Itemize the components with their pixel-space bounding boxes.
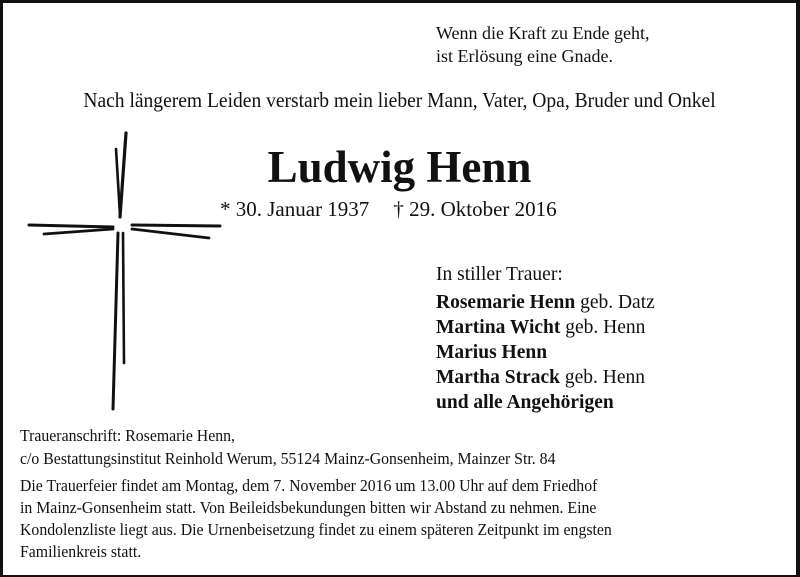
cross-icon	[27, 127, 223, 413]
mourner-name: Martha Strack	[436, 367, 561, 388]
ceremony-line: Familienkreis statt.	[20, 542, 142, 561]
intro-text: Nach längerem Leiden verstarb mein lieber Mann, Vater, Opa, Bruder und Onkel	[83, 88, 716, 112]
address-line: Traueranschrift: Rosemarie Henn,	[20, 426, 235, 445]
ceremony-line: Die Trauerfeier findet am Montag, dem 7. November 2016 um 13.00 Uhr auf dem Friedhof	[20, 476, 598, 495]
mourners-list	[436, 262, 655, 415]
mourner-entry	[436, 340, 655, 365]
motto-line: ist Erlösung eine Gnade.	[436, 46, 613, 66]
motto-quote	[436, 22, 649, 68]
mourner-name: Martina Wicht	[436, 317, 561, 338]
motto-line: Wenn die Kraft zu Ende geht,	[436, 23, 650, 43]
life-dates	[220, 196, 557, 222]
mourner-name: Marius Henn	[436, 342, 548, 363]
mourner-note: geb. Datz	[575, 292, 655, 313]
mourner-note: geb. Henn	[560, 367, 646, 388]
mourner-entry	[436, 365, 655, 390]
mourners-heading: In stiller Trauer:	[436, 264, 563, 285]
mourner-name: Rosemarie Henn	[436, 292, 576, 313]
ceremony-line: Kondolenzliste liegt aus. Die Urnenbeisetzung findet zu einem späteren Zeitpunkt im engsten	[20, 520, 612, 539]
deceased-name-text: Ludwig Henn	[267, 142, 532, 192]
ceremony-info	[20, 475, 783, 563]
mourner-entry	[436, 390, 655, 415]
mourning-address	[20, 424, 555, 470]
ceremony-line: in Mainz-Gonsenheim statt. Von Beileidsbekundungen bitten wir Abstand zu nehmen. Eine	[20, 498, 597, 517]
address-line: c/o Bestattungsinstitut Reinhold Werum, 55124 Mainz-Gonsenheim, Mainzer Str. 84	[20, 449, 556, 468]
birth-date: * 30. Januar 1937	[220, 197, 370, 221]
mourner-name: und alle Angehörigen	[436, 392, 614, 413]
death-date: † 29. Oktober 2016	[393, 197, 557, 221]
mourner-entry	[436, 290, 655, 315]
mourner-entry	[436, 315, 655, 340]
mourner-note: geb. Henn	[560, 317, 646, 338]
